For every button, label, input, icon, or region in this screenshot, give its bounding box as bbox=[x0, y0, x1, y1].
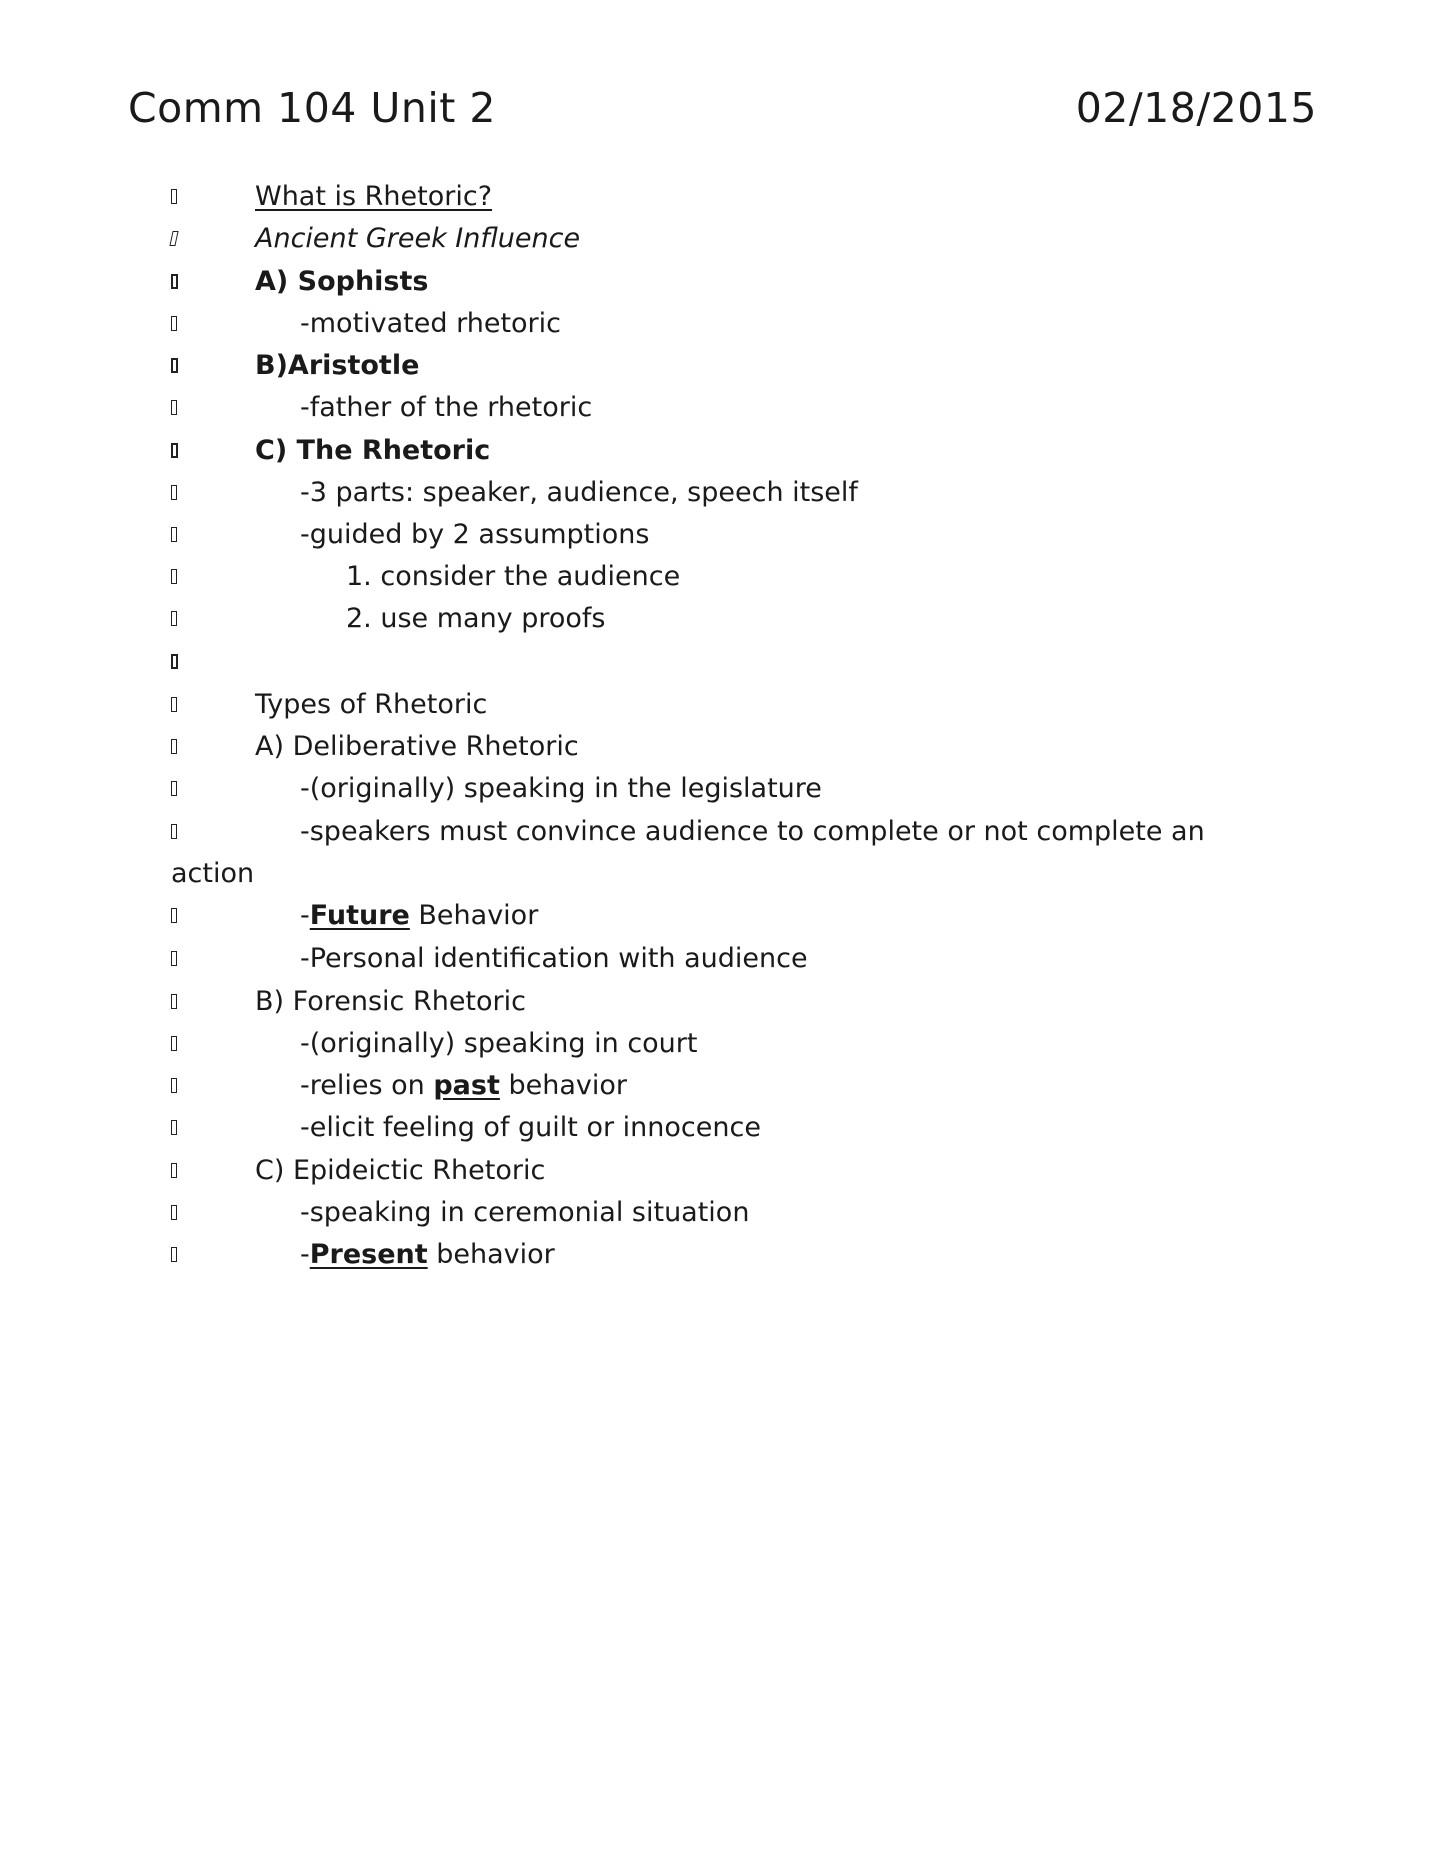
subheading: A) Sophists bbox=[255, 266, 429, 297]
bullet-icon bbox=[171, 261, 183, 303]
document-date: 02/18/2015 bbox=[1075, 84, 1317, 132]
list-item bbox=[0, 811, 1456, 853]
bullet-icon bbox=[171, 641, 183, 683]
list-item bbox=[0, 514, 1456, 556]
bullet-icon bbox=[171, 303, 183, 345]
list-item bbox=[0, 981, 1456, 1023]
section-heading: Types of Rhetoric bbox=[255, 689, 488, 720]
list-item bbox=[0, 895, 1456, 937]
bullet-icon bbox=[171, 895, 183, 937]
list-item bbox=[0, 1065, 1456, 1107]
list-item bbox=[0, 176, 1456, 218]
list-item bbox=[0, 218, 1456, 260]
list-item bbox=[0, 1150, 1456, 1192]
subheading: B)Aristotle bbox=[255, 350, 420, 381]
note-text: -Personal identification with audience bbox=[300, 943, 808, 974]
list-item bbox=[0, 345, 1456, 387]
list-item-continuation bbox=[0, 853, 1456, 895]
bullet-icon bbox=[171, 1192, 183, 1234]
text-prefix: - bbox=[300, 900, 310, 931]
bullet-icon bbox=[171, 1065, 183, 1107]
list-item bbox=[0, 768, 1456, 810]
note-text: -elicit feeling of guilt or innocence bbox=[300, 1112, 761, 1143]
bullet-icon bbox=[171, 1150, 183, 1192]
list-item bbox=[0, 556, 1456, 598]
bullet-icon bbox=[171, 598, 183, 640]
bullet-icon bbox=[171, 1107, 183, 1149]
note-text: 1. consider the audience bbox=[346, 561, 681, 592]
bullet-icon bbox=[171, 176, 183, 218]
text-rest: behavior bbox=[427, 1239, 555, 1270]
note-text: action bbox=[171, 858, 255, 889]
note-text: -guided by 2 assumptions bbox=[300, 519, 650, 550]
list-item bbox=[0, 1023, 1456, 1065]
subheading: B) Forensic Rhetoric bbox=[255, 986, 526, 1017]
text-prefix: - bbox=[300, 1239, 310, 1270]
subheading: C) Epideictic Rhetoric bbox=[255, 1155, 546, 1186]
bullet-icon bbox=[171, 1234, 183, 1276]
list-item bbox=[0, 430, 1456, 472]
note-text: -speakers must convince audience to complete or not complete an bbox=[300, 816, 1205, 847]
bullet-icon bbox=[171, 811, 183, 853]
bullet-icon bbox=[171, 387, 183, 429]
list-item bbox=[0, 641, 1456, 683]
bullet-icon bbox=[171, 938, 183, 980]
note-text: -3 parts: speaker, audience, speech itself bbox=[300, 477, 858, 508]
list-item bbox=[0, 1234, 1456, 1276]
bullet-icon bbox=[171, 218, 183, 260]
note-text bbox=[300, 1065, 627, 1107]
bullet-icon bbox=[171, 981, 183, 1023]
section-heading: What is Rhetoric? bbox=[255, 181, 493, 212]
note-text: 2. use many proofs bbox=[346, 603, 606, 634]
bullet-icon bbox=[171, 726, 183, 768]
bullet-icon bbox=[171, 1023, 183, 1065]
note-text: -motivated rhetoric bbox=[300, 308, 561, 339]
list-item bbox=[0, 472, 1456, 514]
bullet-icon bbox=[171, 684, 183, 726]
document-title: Comm 104 Unit 2 bbox=[128, 84, 496, 132]
list-item bbox=[0, 303, 1456, 345]
list-item bbox=[0, 1107, 1456, 1149]
list-item bbox=[0, 938, 1456, 980]
bullet-icon bbox=[171, 514, 183, 556]
text-prefix: -relies on bbox=[300, 1070, 434, 1101]
emphasis-text: Future bbox=[309, 900, 410, 931]
subheading: C) The Rhetoric bbox=[255, 435, 491, 466]
section-heading: Ancient Greek Influence bbox=[255, 223, 581, 254]
bullet-icon bbox=[171, 345, 183, 387]
list-item bbox=[0, 598, 1456, 640]
note-text: -father of the rhetoric bbox=[300, 392, 593, 423]
list-item bbox=[0, 684, 1456, 726]
note-text: -speaking in ceremonial situation bbox=[300, 1197, 750, 1228]
note-text bbox=[300, 895, 538, 937]
text-rest: behavior bbox=[499, 1070, 627, 1101]
list-item bbox=[0, 261, 1456, 303]
note-text bbox=[300, 1234, 555, 1276]
subheading: A) Deliberative Rhetoric bbox=[255, 731, 579, 762]
note-text: -(originally) speaking in court bbox=[300, 1028, 698, 1059]
list-item bbox=[0, 726, 1456, 768]
bullet-icon bbox=[171, 556, 183, 598]
bullet-icon bbox=[171, 768, 183, 810]
list-item bbox=[0, 1192, 1456, 1234]
bullet-icon bbox=[171, 472, 183, 514]
list-item bbox=[0, 387, 1456, 429]
text-rest: Behavior bbox=[409, 900, 539, 931]
note-text: -(originally) speaking in the legislature bbox=[300, 773, 822, 804]
bullet-icon bbox=[171, 430, 183, 472]
emphasis-text: Present bbox=[309, 1239, 428, 1270]
emphasis-text: past bbox=[433, 1070, 500, 1101]
